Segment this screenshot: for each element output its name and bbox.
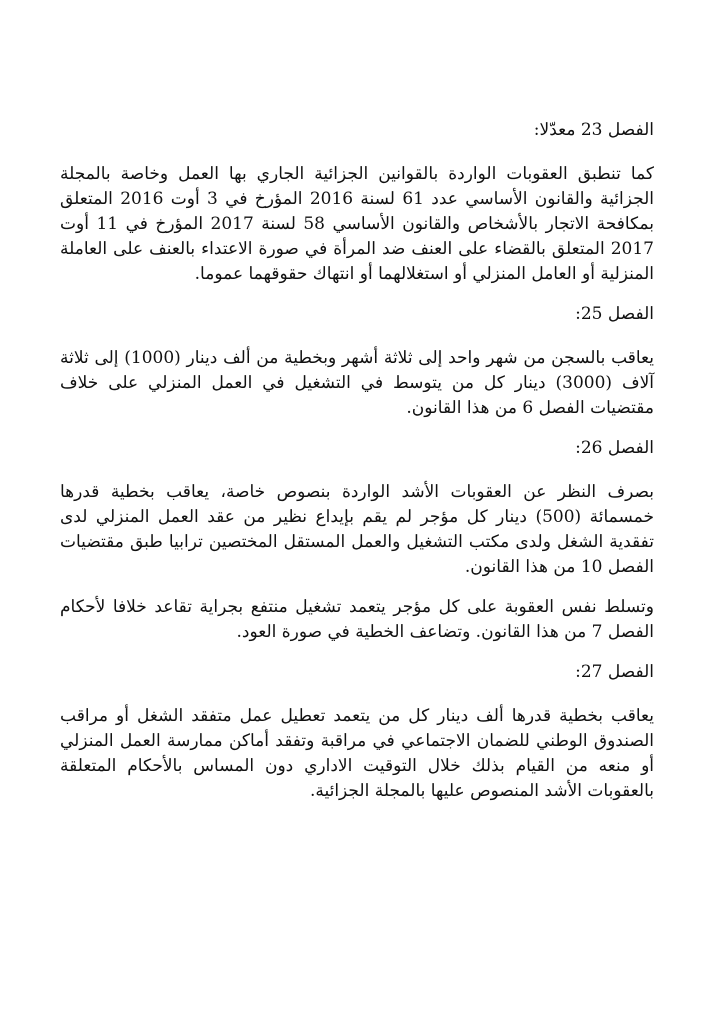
section-heading: الفصل 27: (575, 662, 654, 682)
section-27 (60, 660, 654, 804)
section-heading: الفصل 23 معدّلا: (533, 120, 654, 140)
section-heading: الفصل 25: (575, 304, 654, 324)
document-page (60, 118, 654, 819)
section-25 (60, 302, 654, 421)
section-paragraph: بصرف النظر عن العقوبات الأشد الواردة بنصوص خاصة، يعاقب بخطية قدرها خمسمائة (500) دينار كل مؤجر لم يقم بإيداع نظير من عقد العمل المنزلي لدى تفقدية الشغل ولدى مكتب التشغيل والعمل المستقل المختصين ترابيا طبق مقتضيات الفصل 10 من هذا القانون. (60, 482, 654, 577)
section-paragraph: يعاقب بخطية قدرها ألف دينار كل من يتعمد تعطيل عمل متفقد الشغل أو مراقب الصندوق الوطني للضمان الاجتماعي في مراقبة وتفقد أماكن ممارسة العمل المنزلي أو منعه من القيام بذلك خلال التوقيت الاداري دون المساس بالأحكام المتعلقة بالعقوبات الأشد المنصوص عليها بالمجلة الجزائية. (60, 706, 654, 801)
section-26 (60, 436, 654, 645)
section-paragraph: كما تنطبق العقوبات الواردة بالقوانين الجزائية الجاري بها العمل وخاصة بالمجلة الجزائية والقانون الأساسي عدد 61 لسنة 2016 المؤرخ في 3 أوت 2016 المتعلق بمكافحة الاتجار بالأشخاص والقانون الأساسي 58 لسنة 2017 المؤرخ في 11 أوت 2017 المتعلق بالقضاء على العنف ضد المرأة في صورة الاعتداء بالعنف على العاملة المنزلية أو العامل المنزلي أو استغلالهما أو انتهاك حقوقهما عموما. (60, 164, 654, 284)
section-heading: الفصل 26: (575, 438, 654, 458)
section-23 (60, 118, 654, 287)
section-paragraph: يعاقب بالسجن من شهر واحد إلى ثلاثة أشهر وبخطية من ألف دينار (1000) إلى ثلاثة آلاف (3000) دينار كل من يتوسط في التشغيل في العمل المنزلي على خلاف مقتضيات الفصل 6 من هذا القانون. (60, 348, 655, 418)
section-paragraph: وتسلط نفس العقوبة على كل مؤجر يتعمد تشغيل منتفع بجراية تقاعد خلافا لأحكام الفصل 7 من هذا القانون. وتضاعف الخطية في صورة العود. (60, 597, 654, 642)
